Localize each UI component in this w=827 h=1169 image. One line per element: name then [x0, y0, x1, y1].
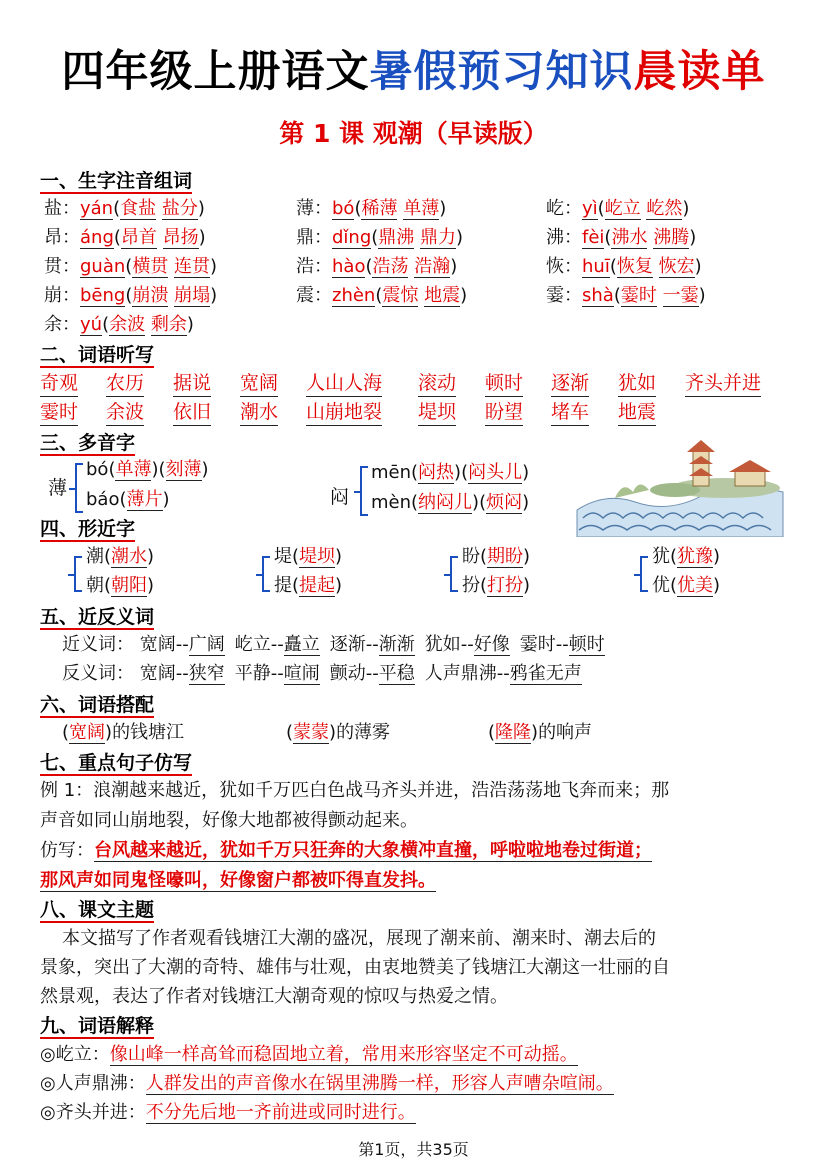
polyphone-char-2: 闷 [330, 486, 350, 508]
similar-char: 堤 [274, 546, 292, 567]
section-heading-6: 六、词语搭配 [40, 694, 155, 716]
section-heading-4: 四、形近字 [40, 518, 136, 540]
similar-char-entry [652, 573, 720, 599]
char-entry [296, 254, 457, 280]
imitation-label: 仿写： [40, 840, 94, 861]
polyphone-row: bó(单薄)(刻薄) [86, 459, 209, 480]
example-sentence-line: 声音如同山崩地裂，好像大地都被得颤动起来。 [40, 810, 418, 831]
char-entry [44, 254, 217, 280]
imitation-line [40, 838, 652, 864]
pair-word: 屹立-- [234, 634, 284, 655]
polyphone-pinyin: mèn( [371, 492, 419, 513]
brace [74, 556, 82, 592]
paren-close: ) [713, 546, 721, 567]
dictation-word: 霎时 [40, 399, 78, 426]
page-number: 第1页，共35页 [358, 1140, 469, 1159]
polyphone-pinyin: báo( [86, 489, 127, 510]
pair-word: 宽阔-- [139, 663, 189, 684]
synonyms-pair [330, 634, 415, 655]
pair-word: 犹如-- [424, 634, 474, 655]
paren-close: ) [439, 198, 447, 219]
similar-word: 提起 [299, 575, 336, 596]
gap [157, 227, 163, 248]
polyphone-word: 薄片 [126, 489, 163, 510]
polyphone-row: mēn(闷热)(闷头儿) [371, 462, 530, 483]
imitation-line [40, 868, 436, 894]
paren-close: ) [198, 227, 206, 248]
dictation-word: 堤坝 [418, 399, 456, 426]
theme-line: 景象，突出了大潮的奇特、雄伟与壮观，由衷地赞美了钱塘江大潮这一壮丽的自 [40, 957, 670, 978]
paren-open: ( [609, 256, 617, 277]
polyphone-word: 纳闷儿 [418, 492, 473, 513]
pair-answer: 平稳 [378, 663, 415, 684]
synonyms-pair [425, 634, 510, 655]
char-entry [44, 312, 194, 338]
polyphone-word: 单薄 [115, 459, 152, 480]
char-word: 震惊 [382, 285, 419, 306]
explanation-term: ◎屹立： [40, 1044, 110, 1065]
char-pinyin: huī [582, 256, 610, 277]
explanation-def: 人群发出的声音像水在锅里沸腾一样，形容人声嘈杂喧闹。 [145, 1073, 614, 1094]
pair-word: 逐渐-- [329, 634, 379, 655]
char-word: 剩余 [150, 314, 187, 335]
synonym-line [62, 632, 615, 658]
paren-close: ) [186, 314, 194, 335]
section-heading-2: 二、词语听写 [40, 344, 155, 366]
gap [156, 198, 162, 219]
char-word: 稀薄 [361, 198, 398, 219]
dictation-word: 宽阔 [240, 370, 278, 397]
polyphone-row: báo(薄片) [86, 489, 170, 510]
char-label: 屹： [546, 198, 582, 219]
char-label: 鼎： [296, 227, 332, 248]
section-heading-7: 七、重点句子仿写 [40, 752, 193, 774]
polyphone-word: 闷热 [418, 462, 455, 483]
page-title [0, 38, 827, 99]
paren-open: ( [104, 546, 112, 567]
paren-open: ( [292, 575, 300, 596]
brace [640, 556, 648, 592]
char-label: 恢： [546, 256, 582, 277]
polyphone-row: mèn(纳闷儿)(烦闷) [371, 492, 530, 513]
char-word: 食盐 [120, 198, 157, 219]
char-word: 鼎沸 [378, 227, 415, 248]
collocation-text: 的响声 [538, 722, 593, 743]
brace-2 [360, 466, 368, 516]
explanation-def: 不分先后地一齐前进或同时进行。 [145, 1102, 416, 1123]
char-label: 震： [296, 285, 332, 306]
char-word: 鼎力 [420, 227, 457, 248]
similar-char: 提 [274, 575, 292, 596]
char-entry [546, 225, 696, 251]
explanation-item [40, 1100, 416, 1126]
lesson-subtitle: 第 1 课 观潮（早读版） [279, 119, 548, 148]
dictation-word: 人山人海 [306, 370, 382, 397]
paren-close: ) [335, 575, 343, 596]
char-entry [44, 225, 206, 251]
char-word: 昂扬 [162, 227, 199, 248]
theme-line: 然景观，表达了作者对钱塘江大潮奇观的惊叹与热爱之情。 [40, 986, 508, 1007]
char-word: 余波 [109, 314, 146, 335]
pair-word: 人声鼎沸-- [424, 663, 510, 684]
synonyms-pair [140, 634, 225, 655]
polyphone-pinyin: mēn( [371, 462, 419, 483]
collocation-blank: 隆隆 [495, 722, 532, 743]
similar-char: 扮 [462, 575, 480, 596]
collocation-item: (隆隆)的响声 [488, 722, 593, 743]
imitation-answer: 那风声如同鬼怪嚎叫，好像窗户都被吓得直发抖。 [40, 870, 436, 891]
example-sentence-line: 例 1：浪潮越来越近，犹如千万匹白色战马齐头并进，浩浩荡荡地飞奔而来；那 [40, 780, 670, 801]
title-part1: 四年级上册语文 [61, 47, 370, 97]
char-pinyin: fèi [582, 227, 605, 248]
char-word: 沸腾 [653, 227, 690, 248]
explanation-item [40, 1042, 578, 1068]
paren-open: ( [365, 256, 373, 277]
similar-char: 犹 [652, 546, 670, 567]
char-entry [546, 196, 689, 222]
section-heading-3: 三、多音字 [40, 432, 136, 454]
similar-word: 打扮 [487, 575, 524, 596]
char-pinyin: yì [582, 198, 598, 219]
brace [450, 556, 458, 592]
collocation-blank: 宽阔 [69, 722, 106, 743]
title-part3: 晨读单 [633, 47, 766, 97]
explanation-item [40, 1071, 614, 1097]
char-pinyin: bēng [80, 285, 126, 306]
section-heading-8: 八、课文主题 [40, 899, 155, 921]
explanation-term: ◎人声鼎沸： [40, 1073, 146, 1094]
imitation-answer: 台风越来越近，犹如千万只狂奔的大象横冲直撞，呼啦啦地卷过街道； [94, 840, 652, 861]
char-pinyin: shà [582, 285, 614, 306]
dictation-word: 逐渐 [551, 370, 589, 397]
gap [657, 285, 663, 306]
paren-open: ( [125, 256, 133, 277]
similar-char: 朝 [86, 575, 104, 596]
char-word: 沸水 [611, 227, 648, 248]
brace [262, 556, 270, 592]
char-word: 浩荡 [372, 256, 409, 277]
char-word: 屹然 [646, 198, 683, 219]
section-heading-9: 九、词语解释 [40, 1015, 155, 1037]
dictation-word: 顿时 [485, 370, 523, 397]
paren-close: ) [682, 198, 690, 219]
polyphone-word: 刻薄 [165, 459, 202, 480]
paren-close: ) [694, 256, 702, 277]
paren-open: ( [604, 227, 612, 248]
similar-word: 潮水 [111, 546, 148, 567]
char-pinyin: yán [80, 198, 114, 219]
paren-open: ( [113, 198, 121, 219]
dictation-word: 齐头并进 [685, 370, 761, 397]
char-word: 连贯 [174, 256, 211, 277]
synonym-label: 近义词： [62, 634, 134, 655]
antonyms-pair [330, 663, 415, 684]
title-part2: 暑假预习知识 [369, 47, 634, 97]
paren-close: ) [713, 575, 721, 596]
brace-1 [75, 463, 83, 513]
similar-char-entry [86, 573, 154, 599]
char-label: 崩： [44, 285, 80, 306]
char-word: 横贯 [132, 256, 169, 277]
pair-answer: 鸦雀无声 [509, 663, 582, 684]
pair-answer: 喧闹 [283, 663, 320, 684]
pair-answer: 渐渐 [378, 634, 415, 655]
paren-open: ( [670, 575, 678, 596]
char-label: 薄： [296, 198, 332, 219]
paren-open: ( [102, 314, 110, 335]
similar-char-entry [274, 544, 342, 570]
char-label: 浩： [296, 256, 332, 277]
char-entry [296, 283, 467, 309]
gap [145, 314, 151, 335]
dictation-word: 山崩地裂 [306, 399, 382, 426]
dictation-word: 据说 [173, 370, 211, 397]
paren-close: ) [523, 575, 531, 596]
collocation-item: (宽阔)的钱塘江 [62, 722, 185, 743]
char-word: 崩塌 [174, 285, 211, 306]
collocation-item: (蒙蒙)的薄雾 [286, 722, 391, 743]
paren-close: ) [210, 256, 218, 277]
explanation-def: 像山峰一样高耸而稳固地立着，常用来形容坚定不可动摇。 [109, 1044, 578, 1065]
tide-pagoda-illustration [575, 432, 785, 537]
pair-word: 宽阔-- [139, 634, 189, 655]
char-word: 一霎 [662, 285, 699, 306]
dictation-word: 地震 [618, 399, 656, 426]
antonym-line [62, 661, 592, 687]
pair-answer: 狭窄 [188, 663, 225, 684]
paren-close: ) [460, 285, 468, 306]
dictation-word: 犹如 [618, 370, 656, 397]
char-word: 崩溃 [132, 285, 169, 306]
paren-open: ( [125, 285, 133, 306]
similar-word: 堤坝 [299, 546, 336, 567]
char-word: 浩瀚 [414, 256, 451, 277]
antonym-label: 反义词： [62, 663, 134, 684]
similar-char: 盼 [462, 546, 480, 567]
section-heading-5: 五、近反义词 [40, 606, 155, 628]
paren-close: ) [147, 575, 155, 596]
paren-open: ( [480, 575, 488, 596]
synonyms-pair [235, 634, 320, 655]
paren-close: ) [210, 285, 218, 306]
similar-char-entry [652, 544, 720, 570]
char-word: 屹立 [604, 198, 641, 219]
char-word: 单薄 [403, 198, 440, 219]
char-label: 贯： [44, 256, 80, 277]
antonyms-pair [235, 663, 320, 684]
char-word: 盐分 [161, 198, 198, 219]
dictation-word: 奇观 [40, 370, 78, 397]
similar-char-entry [462, 573, 530, 599]
similar-word: 犹豫 [677, 546, 714, 567]
pair-word: 霎时-- [519, 634, 569, 655]
paren-close: ) [197, 198, 205, 219]
paren-open: ( [371, 227, 379, 248]
char-pinyin: yú [80, 314, 103, 335]
dictation-word: 盼望 [485, 399, 523, 426]
char-word: 恢复 [616, 256, 653, 277]
dictation-word: 滚动 [418, 370, 456, 397]
char-entry [44, 196, 205, 222]
theme-line: 本文描写了作者观看钱塘江大潮的盛况，展现了潮来前、潮来时、潮去后的 [62, 928, 656, 949]
char-word: 昂首 [120, 227, 157, 248]
dictation-word: 余波 [106, 399, 144, 426]
dictation-word: 潮水 [240, 399, 278, 426]
char-entry [296, 225, 463, 251]
similar-char-entry [274, 573, 342, 599]
char-label: 余： [44, 314, 80, 335]
paren-close: ) [523, 546, 531, 567]
dictation-word: 依旧 [173, 399, 211, 426]
char-label: 盐： [44, 198, 80, 219]
similar-word: 朝阳 [111, 575, 148, 596]
similar-char-entry [86, 544, 154, 570]
explanation-term: ◎齐头并进： [40, 1102, 146, 1123]
char-pinyin: dǐng [332, 227, 372, 248]
pair-answer: 顿时 [568, 634, 605, 655]
polyphone-pinyin: bó( [86, 459, 116, 480]
section-heading-1: 一、生字注音组词 [40, 170, 193, 192]
char-pinyin: guàn [80, 256, 126, 277]
similar-char: 优 [652, 575, 670, 596]
char-entry [546, 283, 706, 309]
polyphone-word: 闷头儿 [468, 462, 523, 483]
paren-close: ) [450, 256, 458, 277]
collocation-text: 的钱塘江 [112, 722, 185, 743]
pair-answer: 好像 [473, 634, 510, 655]
similar-word: 期盼 [487, 546, 524, 567]
similar-char: 潮 [86, 546, 104, 567]
paren-open: ( [613, 285, 621, 306]
dictation-word: 农历 [106, 370, 144, 397]
char-label: 昂： [44, 227, 80, 248]
gap [653, 256, 659, 277]
paren-open: ( [670, 546, 678, 567]
dictation-word: 堵车 [551, 399, 589, 426]
similar-word: 优美 [677, 575, 714, 596]
antonyms-pair [140, 663, 225, 684]
char-word: 地震 [424, 285, 461, 306]
char-entry [296, 196, 446, 222]
char-pinyin: hào [332, 256, 366, 277]
paren-open: ( [292, 546, 300, 567]
char-pinyin: zhèn [332, 285, 376, 306]
paren-close: ) [698, 285, 706, 306]
char-label: 沸： [546, 227, 582, 248]
char-word: 恢宏 [658, 256, 695, 277]
synonyms-pair [520, 634, 605, 655]
paren-close: ) [689, 227, 697, 248]
char-pinyin: áng [80, 227, 114, 248]
pair-word: 平静-- [234, 663, 284, 684]
char-entry [546, 254, 702, 280]
pair-word: 颤动-- [329, 663, 379, 684]
paren-open: ( [597, 198, 605, 219]
polyphone-char-1: 薄 [48, 477, 68, 499]
pair-answer: 矗立 [283, 634, 320, 655]
paren-open: ( [375, 285, 383, 306]
paren-open: ( [354, 198, 362, 219]
collocation-blank: 蒙蒙 [293, 722, 330, 743]
paren-open: ( [104, 575, 112, 596]
similar-char-entry [462, 544, 530, 570]
char-pinyin: bó [332, 198, 355, 219]
paren-open: ( [113, 227, 121, 248]
pair-answer: 广阔 [188, 634, 225, 655]
paren-close: ) [335, 546, 343, 567]
polyphone-word: 烦闷 [486, 492, 523, 513]
char-word: 霎时 [620, 285, 657, 306]
collocation-text: 的薄雾 [336, 722, 391, 743]
paren-close: ) [147, 546, 155, 567]
char-label: 霎： [546, 285, 582, 306]
antonyms-pair [425, 663, 582, 684]
char-entry [44, 283, 217, 309]
paren-open: ( [480, 546, 488, 567]
paren-close: ) [456, 227, 464, 248]
